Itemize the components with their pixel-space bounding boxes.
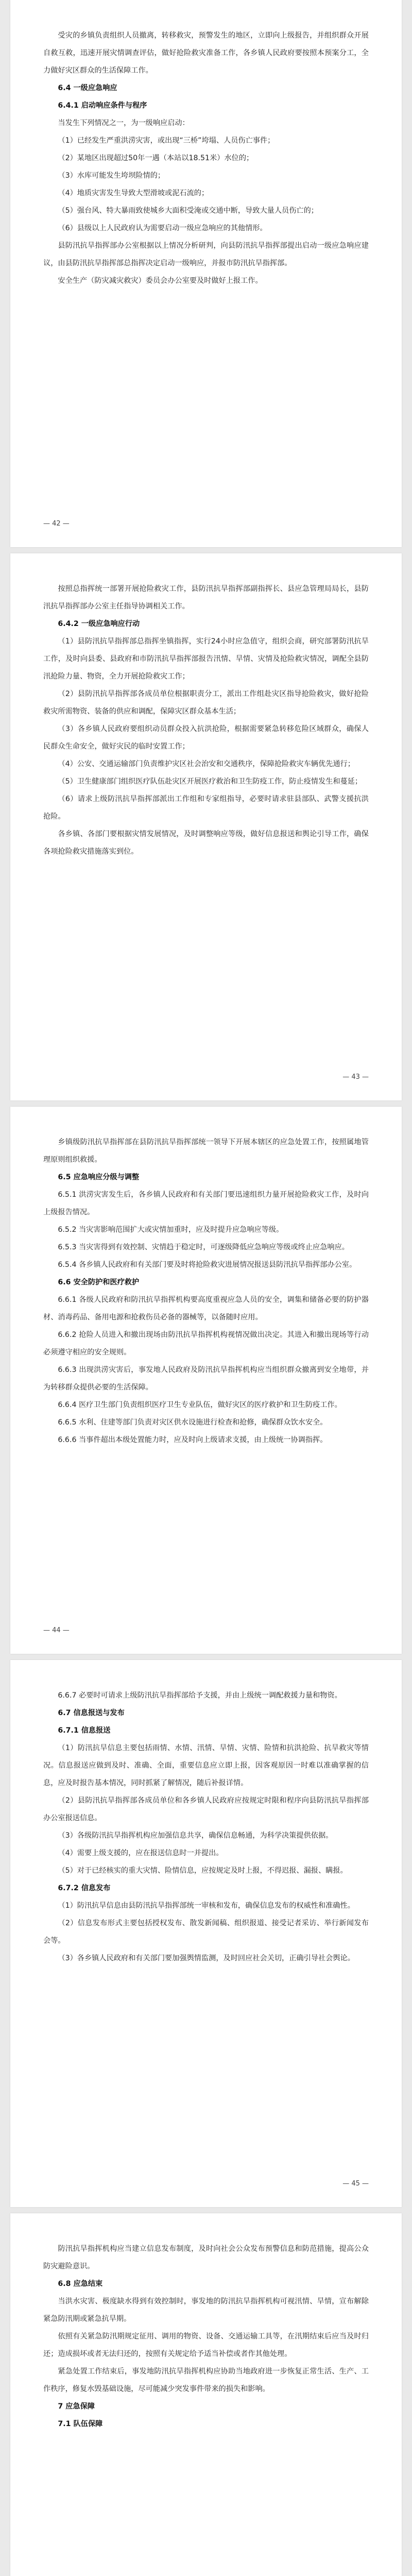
page-body (10, 2213, 402, 2433)
paragraph: 6.6.4 医疗卫生部门负责组织医疗卫生专业队伍，做好灾区的医疗救护和卫生防疫工作。 (58, 1401, 342, 1409)
paragraph: 6.6.2 抢险人员进入和撤出现场由防汛抗旱指挥机构视情况做出决定。其进入和撤出现场等行动必须遵守相应的安全规则。 (43, 1331, 369, 1357)
paragraph: 按照总指挥统一部署开展抢险救灾工作，县防汛抗旱指挥部副指挥长、县应急管理局局长，县防汛抗旱指挥部办公室主任指导协调相关工作。 (43, 585, 369, 611)
paragraph: 乡镇级防汛抗旱指挥部在县防汛抗旱指挥部统一领导下开展本辖区的应急处置工作，按照属地管理原则组织救援。 (43, 1138, 369, 1164)
paragraph: （6）请求上级防汛抗旱指挥部派出工作组和专家组指导，必要时请求驻县部队、武警支援抗洪抢险。 (43, 795, 369, 821)
section-heading: 6.5 应急响应分级与调整 (58, 1173, 140, 1181)
page-number: — 42 — (43, 520, 70, 528)
paragraph: 当发生下列情况之一，为一级响应启动： (58, 119, 190, 127)
document-page (10, 553, 402, 1100)
paragraph: （3）各乡镇人民政府和有关部门要加强舆情监测，及时回应社会关切，正确引导社会舆论。 (58, 1954, 355, 1962)
paragraph: 县防汛抗旱指挥部办公室根据以上情况分析研判，向县防汛抗旱指挥部提出启动一级应急响应建议，由县防汛抗旱指挥部总指挥决定启动一级响应，并报市防汛抗旱指挥部。 (43, 242, 369, 267)
document-page (10, 1107, 402, 1654)
paragraph: 6.5.4 各乡镇人民政府和有关部门要及时将抢险救灾进展情况报送县防汛抗旱指挥部办公室。 (58, 1261, 357, 1269)
paragraph: 6.6.6 当事件超出本级处置能力时，应及时向上级请求支援，由上级统一协调指挥。 (58, 1436, 328, 1444)
paragraph: 6.6.3 出现洪涝灾害后，事发地人民政府及防汛抗旱指挥机构应当组织群众撤离到安全地带，并为转移群众提供必要的生活保障。 (43, 1366, 369, 1392)
section-heading: 7.1 队伍保障 (58, 2420, 103, 2428)
paragraph: （3）各乡镇人民政府要组织动员群众投入抗洪抢险，根据需要紧急转移危险区域群众，确保人民群众生命安全，做好灾民的临时安置工作； (43, 725, 369, 751)
paragraph: （1）县防汛抗旱指挥部总指挥坐镇指挥，实行24小时应急值守，组织会商，研究部署防汛抗旱工作，及时向县委、县政府和市防汛抗旱指挥部报告汛情、旱情、灾情及抢险救灾情况，调配全县防汛抢险力量、物资，全力开展抢险救灾工作； (43, 637, 369, 681)
paragraph: （3）各级防汛抗旱指挥机构应加强信息共享，确保信息畅通，为科学决策提供依据。 (58, 1832, 333, 1840)
section-heading: 6.7 信息报送与发布 (58, 1709, 125, 1717)
section-heading: 6.8 应急结束 (58, 2280, 103, 2288)
page-number: — 44 — (43, 1626, 70, 1634)
section-heading: 6.4 一级应急响应 (58, 84, 117, 92)
paragraph: 6.6.7 必要时可请求上级防汛抗旱指挥部给予支援，并由上级统一调配救援力量和物资。 (58, 1691, 342, 1700)
document-page (10, 2213, 402, 2576)
paragraph: （4）需要上级支援的，应在报送信息时一并提出。 (58, 1849, 224, 1857)
paragraph: 6.6.5 水利、住建等部门负责对灾区供水设施进行检查和抢修，确保群众饮水安全。 (58, 1418, 328, 1427)
paragraph: （4）地质灾害发生导致大型滑坡或泥石流的； (58, 189, 209, 197)
paragraph: 紧急处置工作结束后，事发地防汛抗旱指挥机构应协助当地政府进一步恢复正常生活、生产、工作秩序，修复水毁基础设施，尽可能减少突发事件带来的损失和影响。 (43, 2367, 369, 2393)
paragraph: 6.5.3 当灾害得到有效控制、灾情趋于稳定时，可逐级降低应急响应等级或终止应急响应。 (58, 1243, 349, 1251)
page-body (10, 1107, 402, 1449)
paragraph: （6）县级以上人民政府认为需要启动一级应急响应的其他情形。 (58, 224, 267, 232)
paragraph: （3）水库可能发生垮坝险情的； (58, 172, 165, 180)
section-heading: 6.4.2 一级应急响应行动 (58, 620, 140, 628)
paragraph: 防汛抗旱指挥机构应当建立信息发布制度，及时向社会公众发布预警信息和防范措施，提高公众防灾避险意识。 (43, 2245, 369, 2270)
page-body (10, 553, 402, 860)
paragraph: （4）公安、交通运输部门负责维护灾区社会治安和交通秩序，保障抢险救灾车辆优先通行； (58, 760, 355, 768)
paragraph: （5）卫生健康部门组织医疗队伍赴灾区开展医疗救治和卫生防疫工作，防止疫情发生和蔓延； (58, 777, 363, 786)
paragraph: 6.5.1 洪涝灾害发生后，各乡镇人民政府和有关部门要迅速组织力量开展抢险救灾工作，及时向上级报告情况。 (43, 1191, 369, 1216)
paragraph: 依照有关紧急防汛期规定征用、调用的物资、设备、交通运输工具等，在汛期结束后应当及时归还；造成损坏或者无法归还的，按照有关规定给予适当补偿或者作其他处理。 (43, 2332, 369, 2358)
page-number: — 45 — (342, 2180, 369, 2188)
page-body (10, 0, 402, 290)
paragraph: （2）县防汛抗旱指挥部各成员单位根据职责分工，派出工作组赴灾区指导抢险救灾，做好抢险救灾所需物资、装备的供应和调配，保障灾区群众基本生活； (43, 690, 369, 716)
paragraph: 当洪水灾害、极度缺水得到有效控制时，事发地的防汛抗旱指挥机构可视汛情、旱情，宣布解除紧急防汛期或紧急抗旱期。 (43, 2297, 369, 2323)
paragraph: （5）对于已经核实的重大灾情、险情信息，应按规定及时上报，不得迟报、漏报、瞒报。 (58, 1867, 348, 1875)
paragraph: （5）强台风、特大暴雨致使城乡大面积受淹或交通中断，导致大量人员伤亡的； (58, 207, 318, 215)
section-heading: 7 应急保障 (58, 2402, 95, 2411)
page-number: — 43 — (342, 1073, 369, 1081)
paragraph: 受灾的乡镇负责组织人员撤离，转移救灾，预警发生的地区，立即向上级报告，并组织群众开展自救互救，迅速开展灾情调查评估，做好抢险救灾准备工作，各乡镇人民政府要按照本预案分工，全力做好灾区群众的生活保障工作。 (43, 31, 369, 75)
section-heading: 6.7.2 信息发布 (58, 1884, 111, 1892)
paragraph: （1）已经发生严重洪涝灾害，或出现“三桥”垮塌、人员伤亡事件； (58, 137, 275, 145)
paragraph: （2）某地区出现超过50年一遇（本站以18.51米）水位的； (58, 154, 254, 162)
paragraph: （1）防汛抗旱信息由县防汛抗旱指挥部统一审核和发布，确保信息发布的权威性和准确性。 (58, 1902, 355, 1910)
paragraph: （2）县防汛抗旱指挥部各成员单位和各乡镇人民政府应按规定时限和程序向县防汛抗旱指挥部办公室报送信息。 (43, 1797, 369, 1822)
paragraph: 各乡镇、各部门要根据灾情发展情况，及时调整响应等级，做好信息报送和舆论引导工作，确保各项抢险救灾措施落实到位。 (43, 830, 369, 856)
paragraph: 6.6.1 各级人民政府和防汛抗旱指挥机构要高度重视应急人员的安全，调集和储备必要的防护器材、消毒药品、备用电源和抢救伤员必备的器械等，以备随时应用。 (43, 1296, 369, 1321)
document-page (10, 0, 402, 547)
section-heading: 6.6 安全防护和医疗救护 (58, 1278, 140, 1286)
section-heading: 6.7.1 信息报送 (58, 1726, 111, 1735)
section-heading: 6.4.1 启动响应条件与程序 (58, 101, 147, 110)
document-page (10, 1660, 402, 2207)
paragraph: 6.5.2 当灾害影响范围扩大或灾情加重时，应及时提升应急响应等级。 (58, 1226, 284, 1234)
paragraph: （1）防汛抗旱信息主要包括雨情、水情、汛情、旱情、灾情、险情和抗洪抢险、抗旱救灾等情况。信息报送应做到及时、准确、全面，重要信息应立即上报，因客观原因一时难以准确掌握的信息，应及时报告基本情况，同时抓紧了解情况，随后补报详情。 (43, 1744, 369, 1787)
paragraph: （2）信息发布形式主要包括授权发布、散发新闻稿、组织报道、接受记者采访、举行新闻发布会等。 (43, 1919, 369, 1945)
page-body (10, 1660, 402, 1967)
paragraph: 安全生产（防灾减灾救灾）委员会办公室要及时做好上报工作。 (58, 277, 263, 285)
